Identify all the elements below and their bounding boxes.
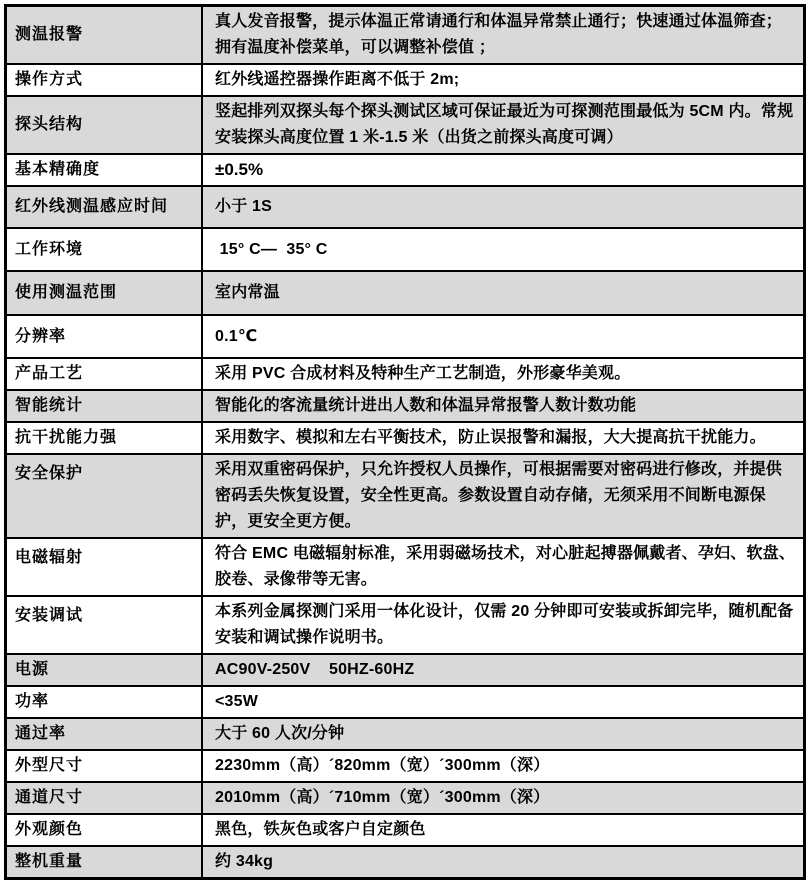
table-row	[7, 359, 803, 391]
spec-value: 本系列金属探测门采用一体化设计，仅需 20 分钟即可安装或拆卸完毕，随机配备安装和调试操作说明书。	[215, 603, 794, 646]
spec-label: 分辨率	[7, 316, 203, 357]
table-row	[7, 155, 803, 187]
spec-label: 抗干扰能力强	[7, 423, 203, 453]
table-row	[7, 751, 803, 783]
spec-value: 采用 PVC 合成材料及特种生产工艺制造，外形豪华美观。	[215, 365, 631, 382]
table-row	[7, 229, 803, 272]
table-row	[7, 65, 803, 97]
spec-label: 功率	[7, 687, 203, 717]
spec-label: 安装调试	[7, 597, 203, 653]
table-row	[7, 847, 803, 877]
table-row	[7, 7, 803, 65]
spec-value: 红外线遥控器操作距离不低于 2m;	[215, 71, 460, 88]
spec-value: AC90V-250V 50HZ-60HZ	[215, 661, 415, 678]
spec-value: 小于 1S	[215, 198, 273, 215]
spec-label: 测温报警	[7, 7, 203, 63]
table-row	[7, 391, 803, 423]
table-row	[7, 783, 803, 815]
table-row	[7, 316, 803, 359]
spec-value: 大于 60 人次/分钟	[215, 725, 345, 742]
table-row	[7, 97, 803, 155]
spec-value: 0.1℃	[215, 327, 258, 345]
spec-value: 采用双重密码保护，只允许授权人员操作，可根据需要对密码进行修改，并提供密码丢失恢复设置，安全性更高。参数设置自动存储，无须采用不间断电源保护，更安全更方便。	[215, 461, 783, 530]
table-row	[7, 719, 803, 751]
spec-label: 电磁辐射	[7, 539, 203, 595]
spec-label: 红外线测温感应时间	[7, 187, 203, 227]
spec-value: 智能化的客流量统计进出人数和体温异常报警人数计数功能	[215, 397, 637, 414]
spec-value: 竖起排列双探头每个探头测试区域可保证最近为可探测范围最低为 5CM 内。常规安装探头高度位置 1 米-1.5 米（出货之前探头高度可调）	[215, 103, 794, 146]
spec-value: 采用数字、模拟和左右平衡技术，防止误报警和漏报，大大提高抗干扰能力。	[215, 429, 766, 446]
spec-value: 约 34kg	[215, 853, 274, 870]
table-row	[7, 272, 803, 316]
spec-value: 2230mm（高）´820mm（宽）´300mm（深）	[215, 757, 550, 774]
spec-label: 工作环境	[7, 229, 203, 270]
spec-label: 通过率	[7, 719, 203, 749]
spec-label: 电源	[7, 655, 203, 685]
spec-label: 安全保护	[7, 455, 203, 537]
spec-label: 基本精确度	[7, 155, 203, 185]
table-row	[7, 187, 803, 229]
table-row	[7, 655, 803, 687]
table-row	[7, 423, 803, 455]
spec-table	[4, 4, 806, 880]
spec-label: 通道尺寸	[7, 783, 203, 813]
spec-label: 使用测温范围	[7, 272, 203, 314]
spec-value: 真人发音报警，提示体温正常请通行和体温异常禁止通行；快速通过体温筛查；拥有温度补偿菜单，可以调整补偿值 ；	[215, 13, 783, 56]
table-row	[7, 455, 803, 539]
table-row	[7, 597, 803, 655]
spec-label: 操作方式	[7, 65, 203, 95]
spec-value: 符合 EMC 电磁辐射标准，采用弱磁场技术，对心脏起搏器佩戴者、孕妇、软盘、胶卷、录像带等无害。	[215, 545, 796, 588]
spec-value: ±0.5%	[215, 160, 264, 179]
spec-label: 外型尺寸	[7, 751, 203, 781]
spec-value: 2010mm（高）´710mm（宽）´300mm（深）	[215, 789, 550, 806]
table-row	[7, 815, 803, 847]
spec-label: 外观颜色	[7, 815, 203, 845]
spec-value: 15° C— 35° C	[215, 240, 328, 258]
table-row	[7, 687, 803, 719]
spec-value: 黑色，铁灰色或客户自定颜色	[215, 821, 426, 838]
spec-label: 整机重量	[7, 847, 203, 877]
spec-label: 产品工艺	[7, 359, 203, 389]
spec-value: <35W	[215, 693, 259, 710]
spec-value: 室内常温	[215, 284, 280, 301]
spec-label: 探头结构	[7, 97, 203, 153]
table-row	[7, 539, 803, 597]
spec-label: 智能统计	[7, 391, 203, 421]
